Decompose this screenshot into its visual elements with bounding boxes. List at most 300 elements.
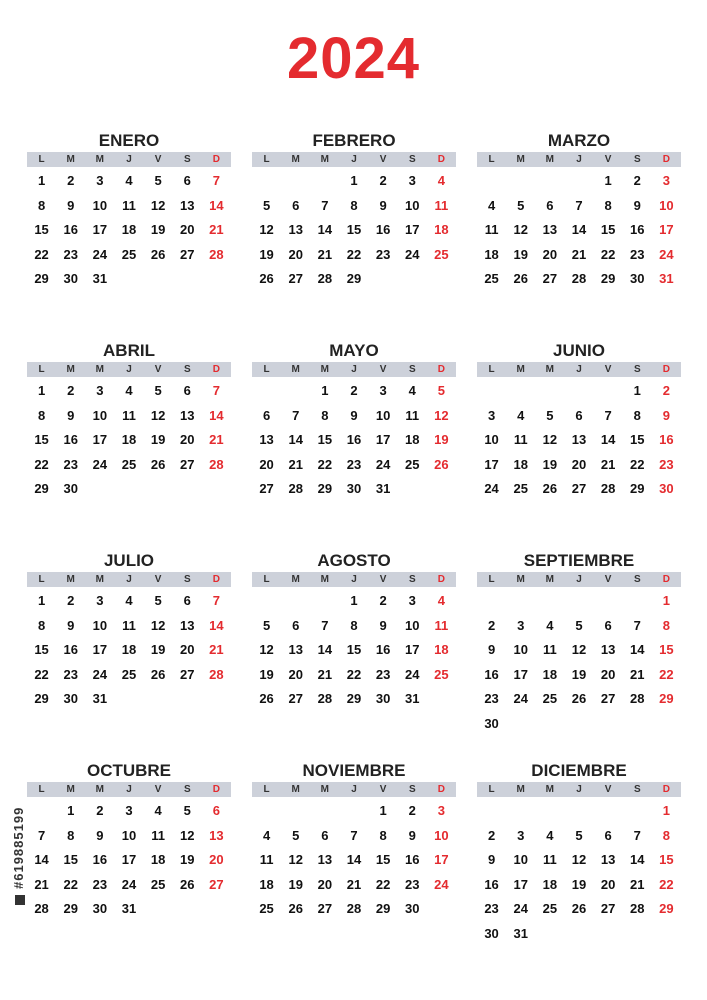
day-cell: 17 — [405, 222, 420, 238]
weekday-label: D — [437, 574, 446, 585]
weekday-label: M — [95, 364, 105, 375]
weekday-label: J — [126, 154, 132, 165]
weekday-label: S — [633, 364, 641, 375]
day-cell: 2 — [408, 803, 416, 818]
weekday-label: D — [437, 784, 446, 795]
day-cell: 14 — [630, 642, 645, 658]
day-cell: 29 — [600, 271, 616, 287]
day-cell: 23 — [630, 246, 645, 262]
day-cell: 14 — [317, 642, 333, 658]
weekday-label: L — [488, 364, 495, 375]
empty-cell — [535, 379, 564, 404]
day-cell: 10 — [375, 407, 391, 423]
weekday-label: S — [408, 154, 416, 165]
weekday-label: V — [154, 574, 162, 585]
day-cell: 2 — [487, 827, 496, 843]
day-cell: 7 — [212, 173, 221, 188]
day-cell: 24 — [513, 691, 528, 707]
day-cell: 18 — [405, 432, 420, 448]
day-cell: 20 — [288, 246, 303, 262]
day-cell: 21 — [317, 246, 333, 262]
day-cell: 21 — [600, 456, 616, 472]
weekday-label: D — [212, 784, 221, 795]
day-cell: 4 — [487, 197, 496, 213]
day-grid — [252, 589, 456, 712]
day-cell: 29 — [34, 691, 49, 707]
day-cell: 10 — [513, 852, 528, 868]
day-cell: 14 — [209, 197, 224, 213]
day-cell: 22 — [659, 666, 674, 682]
day-cell: 18 — [434, 642, 449, 658]
day-cell: 7 — [575, 197, 583, 213]
day-cell: 13 — [180, 407, 195, 423]
day-cell: 6 — [183, 593, 191, 608]
day-cell: 21 — [209, 432, 224, 448]
day-cell: 23 — [375, 666, 391, 682]
day-cell: 2 — [67, 383, 75, 398]
day-cell: 22 — [346, 246, 362, 262]
day-cell: 2 — [633, 173, 641, 188]
month-name: OCTUBRE — [86, 761, 172, 780]
day-cell: 15 — [659, 642, 674, 658]
day-cell: 17 — [92, 642, 108, 658]
weekday-label: J — [126, 574, 132, 585]
day-cell: 13 — [288, 642, 303, 658]
day-cell: 30 — [346, 481, 362, 497]
day-cell: 1 — [604, 173, 612, 188]
day-cell: 22 — [34, 666, 49, 682]
day-cell: 15 — [34, 432, 49, 448]
weekday-label: L — [263, 784, 270, 795]
day-cell: 1 — [37, 173, 46, 188]
day-cell: 10 — [92, 407, 108, 423]
weekday-label: D — [662, 364, 671, 375]
empty-cell — [252, 169, 281, 194]
day-cell: 14 — [34, 852, 49, 868]
day-cell: 1 — [37, 383, 46, 398]
empty-cell — [477, 379, 506, 404]
day-cell: 24 — [434, 876, 449, 892]
day-cell: 15 — [34, 642, 49, 658]
day-cell: 23 — [92, 876, 108, 892]
day-cell: 29 — [346, 271, 362, 287]
day-cell: 26 — [434, 456, 449, 472]
day-cell: 16 — [484, 876, 499, 892]
day-cell: 17 — [405, 642, 420, 658]
day-cell: 11 — [405, 407, 420, 423]
day-cell: 19 — [571, 666, 587, 682]
day-grid — [27, 379, 231, 502]
day-cell: 15 — [630, 432, 645, 448]
weekday-label: M — [95, 574, 105, 585]
weekday-label: J — [351, 784, 357, 795]
day-cell: 28 — [34, 901, 49, 917]
weekday-label: M — [545, 364, 555, 375]
day-cell: 20 — [571, 456, 587, 472]
weekday-label: V — [379, 154, 387, 165]
day-cell: 9 — [487, 852, 496, 868]
day-cell: 5 — [292, 827, 300, 843]
day-cell: 29 — [34, 271, 49, 287]
day-cell: 1 — [37, 593, 46, 608]
day-cell: 24 — [405, 666, 420, 682]
day-cell: 28 — [630, 901, 645, 917]
weekday-header — [252, 362, 456, 377]
weekday-label: L — [488, 784, 495, 795]
day-cell: 28 — [346, 901, 362, 917]
weekday-label: S — [183, 154, 191, 165]
day-cell: 26 — [259, 271, 274, 287]
weekday-label: J — [351, 364, 357, 375]
day-cell: 11 — [542, 642, 557, 658]
day-cell: 6 — [183, 173, 191, 188]
day-cell: 27 — [288, 271, 303, 287]
day-cell: 17 — [484, 456, 499, 472]
empty-cell — [27, 799, 56, 824]
month-name: SEPTIEMBRE — [523, 551, 635, 570]
day-cell: 17 — [375, 432, 391, 448]
day-cell: 6 — [183, 383, 191, 398]
weekday-label: M — [516, 154, 525, 165]
day-cell: 3 — [96, 173, 104, 188]
day-cell: 15 — [346, 642, 362, 658]
weekday-label: S — [183, 364, 191, 375]
weekday-label: M — [291, 784, 300, 795]
day-cell: 13 — [542, 222, 558, 238]
day-cell: 4 — [437, 173, 446, 188]
day-cell: 3 — [517, 827, 525, 843]
weekday-label: L — [488, 574, 495, 585]
day-cell: 12 — [150, 617, 166, 633]
day-cell: 14 — [630, 852, 645, 868]
day-cell: 8 — [350, 197, 358, 213]
day-cell: 28 — [209, 246, 224, 262]
weekday-header — [27, 782, 231, 797]
day-cell: 22 — [34, 246, 49, 262]
weekday-header — [477, 572, 681, 587]
weekday-label: J — [351, 574, 357, 585]
day-cell: 14 — [209, 407, 224, 423]
day-cell: 27 — [180, 666, 195, 682]
day-cell: 19 — [150, 642, 166, 658]
day-cell: 2 — [662, 383, 671, 398]
day-cell: 11 — [434, 197, 449, 213]
day-cell: 26 — [150, 666, 166, 682]
day-cell: 24 — [92, 246, 108, 262]
day-cell: 17 — [513, 876, 528, 892]
day-cell: 11 — [151, 827, 165, 843]
day-grid — [477, 379, 681, 502]
day-cell: 1 — [662, 593, 671, 608]
day-cell: 2 — [96, 803, 104, 818]
day-grid — [477, 799, 681, 947]
day-cell: 29 — [34, 481, 49, 497]
empty-cell — [339, 799, 368, 824]
day-cell: 9 — [487, 642, 496, 658]
weekday-label: M — [516, 574, 525, 585]
empty-cell — [506, 379, 535, 404]
day-cell: 16 — [346, 432, 362, 448]
weekday-label: S — [633, 574, 641, 585]
day-cell: 5 — [437, 383, 446, 398]
day-cell: 29 — [659, 901, 674, 917]
day-cell: 13 — [600, 852, 616, 868]
day-cell: 12 — [288, 852, 303, 868]
day-cell: 10 — [513, 642, 528, 658]
empty-cell — [281, 169, 310, 194]
day-cell: 2 — [379, 173, 387, 188]
empty-cell — [506, 799, 535, 824]
day-cell: 7 — [212, 593, 221, 608]
day-cell: 16 — [405, 852, 420, 868]
day-cell: 25 — [259, 901, 274, 917]
day-cell: 5 — [517, 197, 525, 213]
empty-cell — [310, 589, 339, 614]
day-grid — [252, 799, 456, 922]
month-diciembre — [477, 760, 681, 947]
day-cell: 19 — [259, 246, 274, 262]
day-cell: 30 — [630, 271, 645, 287]
weekday-label: M — [95, 784, 105, 795]
day-cell: 30 — [484, 925, 499, 941]
day-cell: 5 — [546, 407, 554, 423]
weekday-label: M — [291, 574, 300, 585]
day-grid — [477, 589, 681, 737]
day-cell: 1 — [350, 173, 358, 188]
weekday-label: M — [545, 574, 555, 585]
day-cell: 23 — [484, 691, 499, 707]
weekday-label: D — [662, 574, 671, 585]
day-cell: 12 — [513, 222, 528, 238]
day-cell: 30 — [92, 901, 108, 917]
day-cell: 27 — [542, 271, 558, 287]
day-cell: 30 — [484, 715, 499, 731]
day-cell: 24 — [513, 901, 528, 917]
weekday-header — [27, 152, 231, 167]
weekday-label: D — [437, 364, 446, 375]
empty-cell — [281, 589, 310, 614]
day-cell: 9 — [662, 407, 671, 423]
month-name: MARZO — [547, 131, 611, 150]
day-cell: 10 — [434, 827, 449, 843]
day-cell: 29 — [659, 691, 674, 707]
month-name: NOVIEMBRE — [302, 761, 406, 780]
day-cell: 21 — [571, 246, 587, 262]
day-cell: 24 — [484, 481, 499, 497]
day-cell: 16 — [375, 222, 391, 238]
day-cell: 26 — [180, 876, 195, 892]
day-cell: 12 — [571, 642, 587, 658]
day-cell: 20 — [209, 852, 224, 868]
day-cell: 11 — [122, 617, 136, 633]
day-cell: 6 — [212, 803, 221, 818]
day-cell: 24 — [92, 666, 108, 682]
day-cell: 5 — [154, 383, 162, 398]
day-cell: 3 — [487, 407, 496, 423]
day-cell: 28 — [209, 666, 224, 682]
day-cell: 21 — [209, 222, 224, 238]
weekday-header — [477, 362, 681, 377]
day-cell: 7 — [321, 197, 329, 213]
day-cell: 4 — [546, 617, 554, 633]
day-cell: 29 — [630, 481, 645, 497]
day-cell: 7 — [37, 827, 46, 843]
day-cell: 12 — [259, 222, 274, 238]
day-cell: 31 — [659, 271, 674, 287]
day-cell: 23 — [63, 456, 78, 472]
day-cell: 26 — [513, 271, 528, 287]
day-cell: 20 — [288, 666, 303, 682]
day-grid — [252, 169, 456, 292]
weekday-label: M — [66, 574, 75, 585]
day-cell: 16 — [484, 666, 499, 682]
weekday-label: M — [66, 154, 75, 165]
day-cell: 27 — [180, 456, 195, 472]
day-cell: 8 — [350, 617, 358, 633]
year-title: 2024 — [286, 26, 421, 91]
day-cell: 29 — [63, 901, 78, 917]
day-cell: 3 — [408, 593, 416, 608]
day-cell: 22 — [375, 876, 391, 892]
empty-cell — [252, 589, 281, 614]
day-cell: 12 — [542, 432, 558, 448]
weekday-label: S — [183, 574, 191, 585]
day-cell: 11 — [122, 407, 136, 423]
day-cell: 30 — [63, 481, 78, 497]
day-cell: 19 — [434, 432, 449, 448]
day-cell: 25 — [542, 901, 558, 917]
day-cell: 14 — [288, 432, 303, 448]
day-cell: 11 — [434, 617, 449, 633]
day-cell: 17 — [513, 666, 528, 682]
day-cell: 21 — [317, 666, 333, 682]
day-cell: 21 — [209, 642, 224, 658]
day-cell: 21 — [346, 876, 362, 892]
day-cell: 9 — [408, 827, 416, 843]
month-agosto — [252, 550, 456, 712]
day-cell: 8 — [37, 617, 46, 633]
day-grid — [477, 169, 681, 292]
day-cell: 3 — [96, 593, 104, 608]
day-cell: 9 — [96, 827, 104, 843]
day-cell: 19 — [288, 876, 303, 892]
empty-cell — [594, 589, 623, 614]
day-cell: 20 — [600, 666, 616, 682]
day-cell: 13 — [600, 642, 616, 658]
day-cell: 8 — [321, 407, 329, 423]
day-cell: 15 — [63, 852, 78, 868]
empty-cell — [506, 169, 535, 194]
day-cell: 28 — [630, 691, 645, 707]
day-cell: 12 — [434, 407, 449, 423]
weekday-label: M — [516, 784, 525, 795]
day-cell: 19 — [571, 876, 587, 892]
day-cell: 24 — [375, 456, 391, 472]
day-cell: 16 — [659, 432, 674, 448]
day-cell: 1 — [379, 803, 387, 818]
weekday-label: L — [263, 154, 270, 165]
month-junio — [477, 340, 681, 502]
day-cell: 31 — [513, 925, 528, 941]
month-abril — [27, 340, 231, 502]
day-cell: 27 — [288, 691, 303, 707]
day-cell: 20 — [259, 456, 274, 472]
day-cell: 5 — [183, 803, 191, 818]
weekday-label: V — [604, 154, 612, 165]
day-cell: 31 — [92, 271, 108, 287]
day-cell: 31 — [121, 901, 137, 917]
weekday-header — [27, 362, 231, 377]
weekday-label: L — [488, 154, 495, 165]
day-cell: 24 — [405, 246, 420, 262]
day-cell: 31 — [92, 691, 108, 707]
empty-cell — [564, 169, 593, 194]
empty-cell — [535, 169, 564, 194]
day-cell: 8 — [604, 197, 612, 213]
day-cell: 27 — [571, 481, 587, 497]
weekday-label: M — [545, 784, 555, 795]
day-cell: 20 — [180, 642, 195, 658]
day-cell: 19 — [513, 246, 528, 262]
day-cell: 6 — [546, 197, 554, 213]
day-cell: 10 — [405, 617, 420, 633]
day-cell: 9 — [379, 197, 387, 213]
stock-id-text: #619885199 — [11, 806, 26, 889]
stock-logo-icon — [15, 895, 25, 905]
day-cell: 30 — [63, 691, 78, 707]
empty-cell — [594, 799, 623, 824]
month-name: DICIEMBRE — [531, 761, 627, 780]
day-cell: 17 — [92, 222, 108, 238]
day-cell: 18 — [484, 246, 499, 262]
day-grid — [27, 169, 231, 292]
day-cell: 22 — [659, 876, 674, 892]
weekday-label: S — [183, 784, 191, 795]
day-cell: 17 — [121, 852, 137, 868]
empty-cell — [252, 799, 281, 824]
month-name: MAYO — [329, 341, 379, 360]
day-cell: 30 — [405, 901, 420, 917]
day-cell: 14 — [346, 852, 362, 868]
day-cell: 14 — [209, 617, 224, 633]
day-cell: 26 — [288, 901, 303, 917]
day-cell: 5 — [575, 617, 583, 633]
day-cell: 18 — [121, 432, 137, 448]
weekday-label: M — [320, 364, 330, 375]
month-name: ENERO — [98, 131, 160, 150]
empty-cell — [623, 799, 652, 824]
day-cell: 17 — [659, 222, 674, 238]
day-cell: 7 — [350, 827, 358, 843]
day-cell: 19 — [180, 852, 195, 868]
empty-cell — [310, 799, 339, 824]
day-cell: 12 — [180, 827, 195, 843]
month-name: JUNIO — [553, 341, 605, 360]
day-cell: 19 — [259, 666, 274, 682]
day-cell: 4 — [437, 593, 446, 608]
day-cell: 25 — [405, 456, 420, 472]
day-cell: 8 — [67, 827, 75, 843]
day-cell: 10 — [92, 617, 108, 633]
weekday-label: J — [576, 364, 582, 375]
day-cell: 21 — [34, 876, 49, 892]
day-cell: 17 — [434, 852, 449, 868]
day-cell: 24 — [659, 246, 674, 262]
day-cell: 10 — [405, 197, 420, 213]
day-cell: 8 — [37, 407, 46, 423]
day-cell: 22 — [34, 456, 49, 472]
day-cell: 4 — [125, 593, 133, 608]
